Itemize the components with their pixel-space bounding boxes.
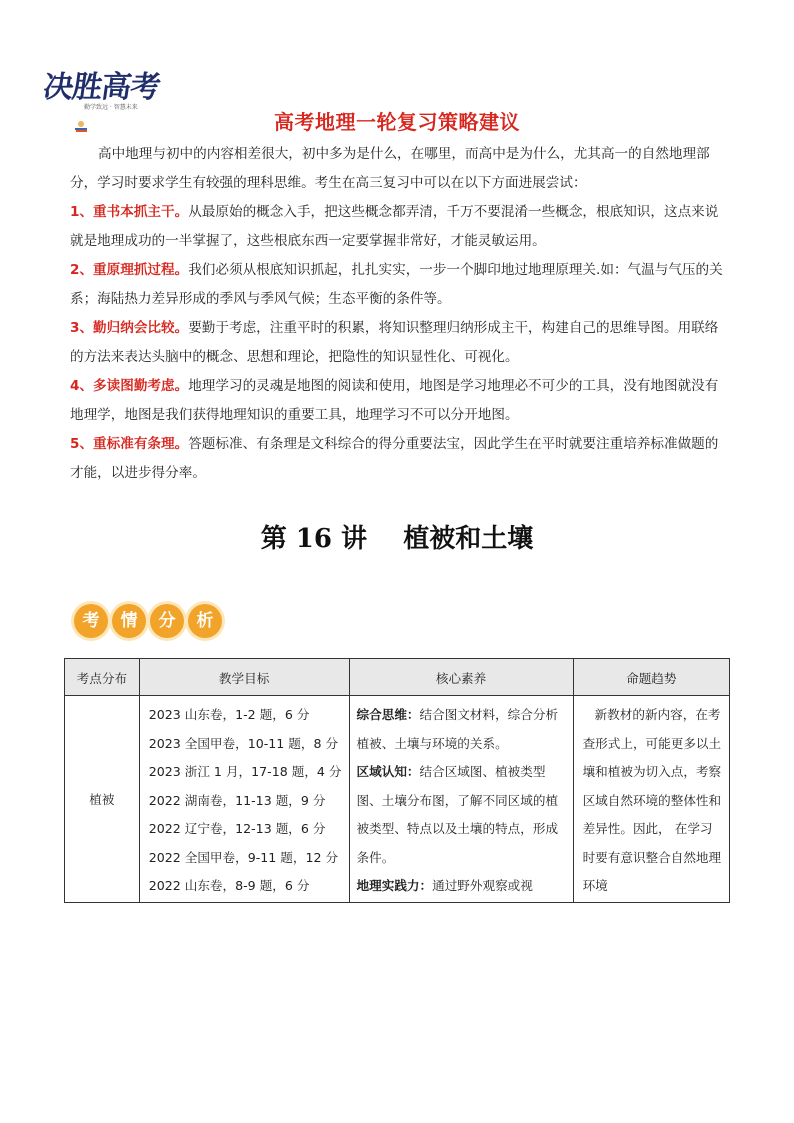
logo-subtitle: 勤学致远 · 智慧未来 — [84, 104, 138, 111]
target-item: 2023 全国甲卷，10-11 题，8 分 — [148, 735, 339, 751]
target-item: 2023 山东卷，1-2 题，6 分 — [148, 707, 310, 722]
page-title: 高考地理一轮复习策略建议 — [274, 110, 520, 134]
core-label: 区域认知： — [356, 764, 420, 779]
target-item: 2022 全国甲卷，9-11 题，12 分 — [148, 849, 339, 865]
column-header: 教学目标 — [139, 659, 349, 696]
trend-cell — [573, 696, 729, 903]
column-header: 命题趋势 — [573, 659, 729, 696]
analysis-table — [64, 658, 730, 903]
tip-heading: 5、重标准有条理。 — [70, 436, 189, 452]
tip-body: 答题标准、有条理是文科综合的得分重要法宝，因此学生在平时就要注重培养标准做题的才能，以进步得分率。 — [70, 436, 719, 481]
core-label: 综合思维： — [356, 707, 420, 722]
tip-5 — [70, 430, 726, 488]
category-cell: 植被 — [65, 696, 140, 903]
tip-body: 要勤于考虑，注重平时的积累，将知识整理归纳形成主干，构建自己的思维导图。用联络的方法来表达头脑中的概念、思想和理论，把隐性的知识显性化、可视化。 — [70, 320, 719, 365]
tip-heading: 4、多读图勤考虑。 — [70, 378, 189, 394]
badge-char: 分 — [150, 604, 184, 638]
target-item: 2022 山东卷，8-9 题，6 分 — [148, 878, 310, 893]
tip-heading: 2、重原理抓过程。 — [70, 262, 189, 278]
core-label: 地理实践力： — [356, 878, 433, 893]
column-header: 考点分布 — [65, 659, 140, 696]
target-item: 2022 湖南卷，11-13 题，9 分 — [148, 792, 326, 808]
tip-heading: 1、重书本抓主干。 — [70, 204, 189, 220]
lecture-title: 第 16 讲 植被和土壤 — [260, 524, 534, 554]
intro-paragraph: 高中地理与初中的内容相差很大，初中多为是什么，在哪里，而高中是为什么，尤其高一的自然地理部分，学习时要求学生有较强的理科思维。考生在高三复习中可以在以下方面进展尝试： — [70, 146, 710, 191]
badge-char: 考 — [74, 604, 108, 638]
badge-char: 情 — [112, 604, 146, 638]
badge-char: 析 — [188, 604, 222, 638]
trend-text: 新教材的新内容，在考查形式上，可能更多以土壤和植被为切入点，考察区域自然环境的整体性和差异性。因此， 在学习时要有意识整合自然地理环境 — [582, 707, 722, 893]
logo-text: 决胜高考 — [41, 70, 162, 105]
core-text: 通过野外观察或视 — [432, 878, 533, 893]
column-header: 核心素养 — [349, 659, 573, 696]
tip-heading: 3、勤归纳会比较。 — [70, 320, 189, 336]
targets-cell — [139, 696, 349, 903]
core-text: 结合图文材料，综合分析植被、土壤与环境的关系。 — [356, 707, 559, 751]
tip-4 — [70, 372, 726, 430]
tip-2 — [70, 256, 726, 314]
core-text: 结合区域图、植被类型图、土壤分布图，了解不同区域的植被类型、特点以及土壤的特点，形成条件。 — [356, 764, 559, 865]
tip-1 — [70, 198, 726, 256]
tip-body: 地理学习的灵魂是地图的阅读和使用，地图是学习地理必不可少的工具，没有地图就没有地理学，地图是我们获得地理知识的重要工具，地理学习不可以分开地图。 — [70, 378, 719, 423]
table-header-row — [65, 659, 730, 696]
target-item: 2023 浙江 1 月，17-18 题，4 分 — [148, 764, 342, 779]
section-badge — [70, 602, 230, 642]
table-row — [65, 696, 730, 903]
target-item: 2022 辽宁卷，12-13 题，6 分 — [148, 821, 326, 836]
core-cell — [349, 696, 573, 903]
tip-body: 从最原始的概念入手，把这些概念都弄清，千万不要混淆一些概念，根底知识，这点来说就是地理成功的一半掌握了，这些根底东西一定要掌握非常好，才能灵敏运用。 — [70, 204, 719, 249]
tip-3 — [70, 314, 726, 372]
tip-body: 我们必须从根底知识抓起，扎扎实实，一步一个脚印地过地理原理关.如：气温与气压的关系；海陆热力差异形成的季风与季风气候；生态平衡的条件等。 — [70, 262, 723, 307]
